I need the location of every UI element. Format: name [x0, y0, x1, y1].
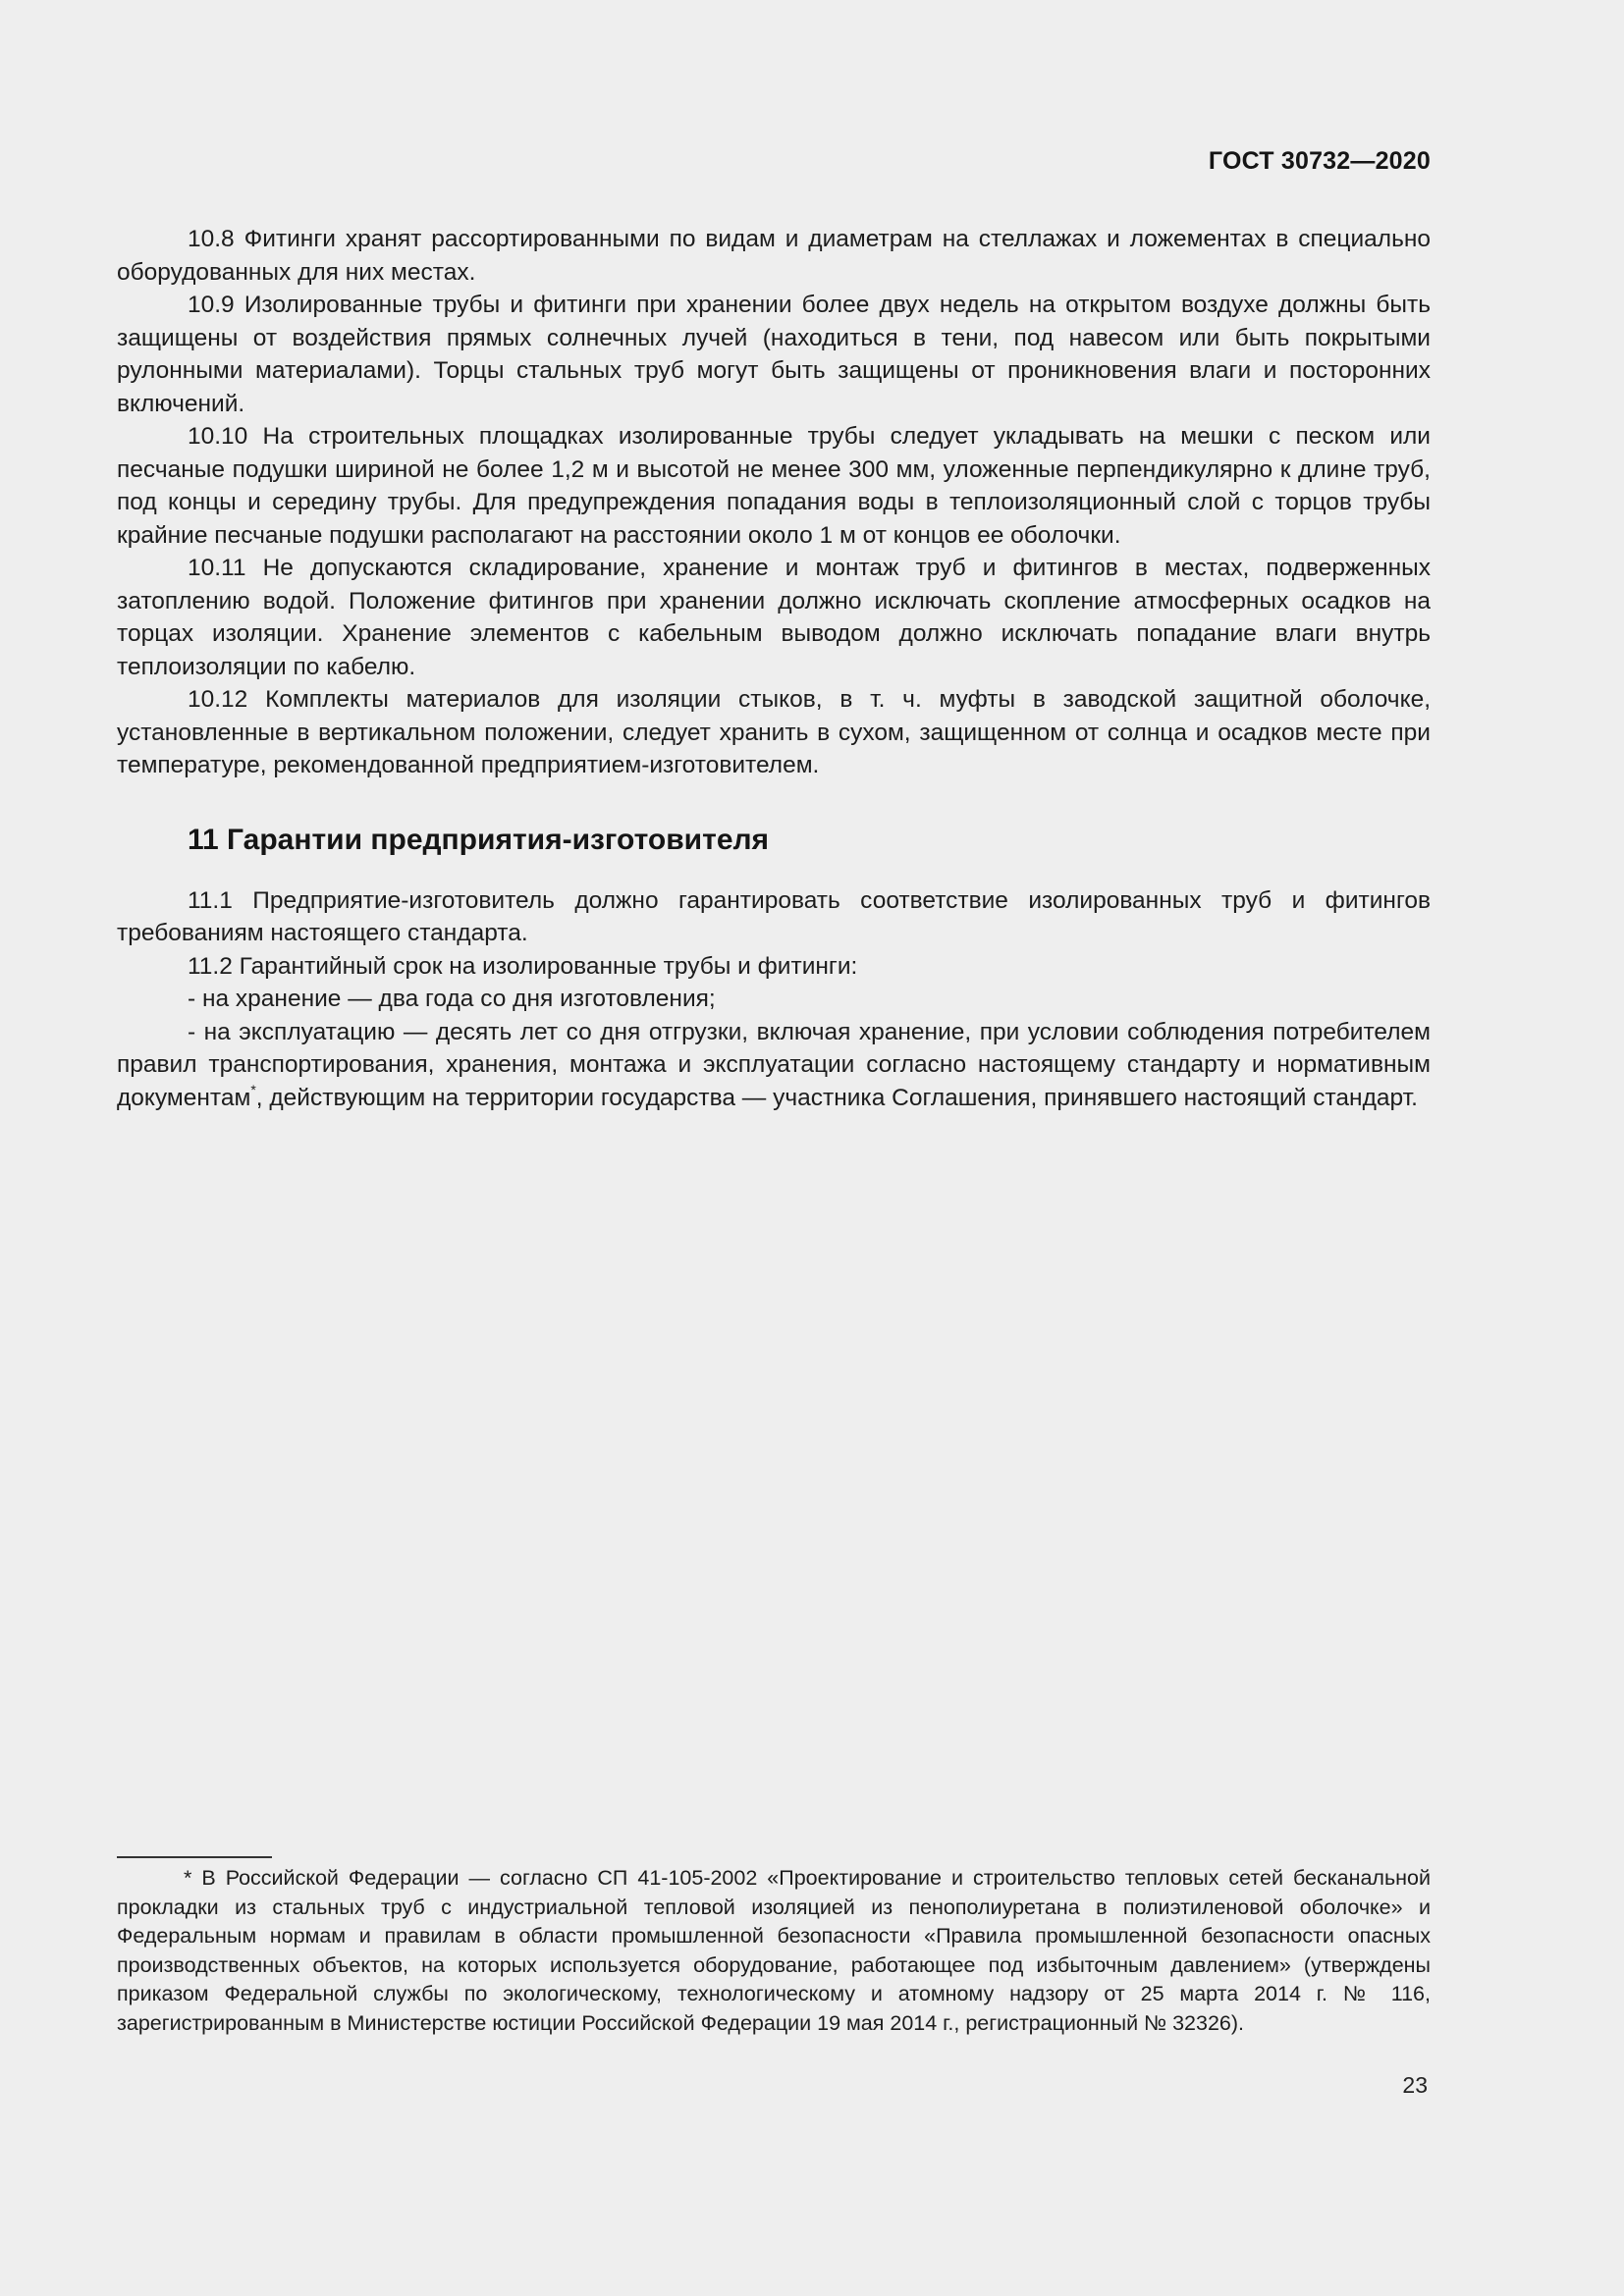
list-item-operation [117, 1016, 1431, 1115]
list-item-operation-text-end: , действующим на территории государства — участника Соглашения, принявшего настоящий стандарт. [255, 1084, 1418, 1111]
paragraph-10-8: 10.8 Фитинги хранят рассортированными по видам и диаметрам на стеллажах и ложементах в специально оборудованных для них местах. [117, 226, 1431, 286]
paragraph-10-10: 10.10 На строительных площадках изолированные трубы следует укладывать на мешки с песком или песчаные подушки шириной не более 1,2 м и высотой не менее 300 мм, уложенные перпендикулярно к длине труб, под концы и середину трубы. Для предупреждения попадания воды в теплоизоляционный слой с торцов трубы крайние песчаные подушки располагают на расстоянии около 1 м от концов ее оболочки. [117, 423, 1431, 549]
main-text [117, 223, 1431, 1114]
footnote-text: * В Российской Федерации — согласно СП 41-105-2002 «Проектирование и строительство тепловых сетей бесканальной прокладки из стальных труб с индустриальной тепловой изоляцией из пенополиуретана в полиэтиленовой оболочке» и Федеральным нормам и правилам в области промышленной безопасности «Правила промышленной безопасности опасных производственных объектов, на которых используется оборудование, работающее под избыточным давлением» (утверждены приказом Федеральной службы по экологическому, технологическому и атомному надзору от 25 марта 2014 г. № 116, зарегистрированным в Министерстве юстиции Российской Федерации 19 мая 2014 г., регистрационный № 32326). [117, 1866, 1431, 2035]
section-11-heading: 11 Гарантии предприятия-изготовителя [188, 823, 770, 856]
paragraph-11-2: 11.2 Гарантийный срок на изолированные трубы и фитинги: [188, 952, 858, 980]
paragraph-10-11: 10.11 Не допускаются складирование, хранение и монтаж труб и фитингов в местах, подверженных затоплению водой. Положение фитингов при хранении должно исключать скопление атмосферных осадков на торцах изоляции. Хранение элементов с кабельным выводом должно исключать попадание влаги внутрь теплоизоляции по кабелю. [117, 555, 1431, 680]
paragraph-10-12: 10.12 Комплекты материалов для изоляции стыков, в т. ч. муфты в заводской защитной оболочке, установленные в вертикальном положении, следует хранить в сухом, защищенном от солнца и осадков месте при температуре, рекомендованной предприятием-изготовителем. [117, 686, 1431, 778]
footnote-reference-mark: * [250, 1081, 256, 1097]
list-item-operation-text: - на эксплуатацию — десять лет со дня отгрузки, включая хранение, при условии соблюдения потребителем правил транспортирования, хранения, монтажа и эксплуатации согласно настоящему стандарту и нормативным документам [117, 1018, 1431, 1111]
footnote [117, 1864, 1431, 2038]
list-item-storage: - на хранение — два года со дня изготовления; [188, 986, 716, 1012]
page-number: 23 [1402, 2072, 1428, 2098]
paragraph-11-1: 11.1 Предприятие-изготовитель должно гарантировать соответствие изолированных труб и фитингов требованиям настоящего стандарта. [117, 886, 1431, 946]
footnote-divider [117, 1856, 272, 1858]
standard-code-header: ГОСТ 30732—2020 [1208, 147, 1431, 175]
paragraph-10-9: 10.9 Изолированные трубы и фитинги при хранении более двух недель на открытом воздухе должны быть защищены от воздействия прямых солнечных лучей (находиться в тени, под навесом или быть покрытыми рулонными материалами). Торцы стальных труб могут быть защищены от проникновения влаги и посторонних включений. [117, 292, 1431, 417]
